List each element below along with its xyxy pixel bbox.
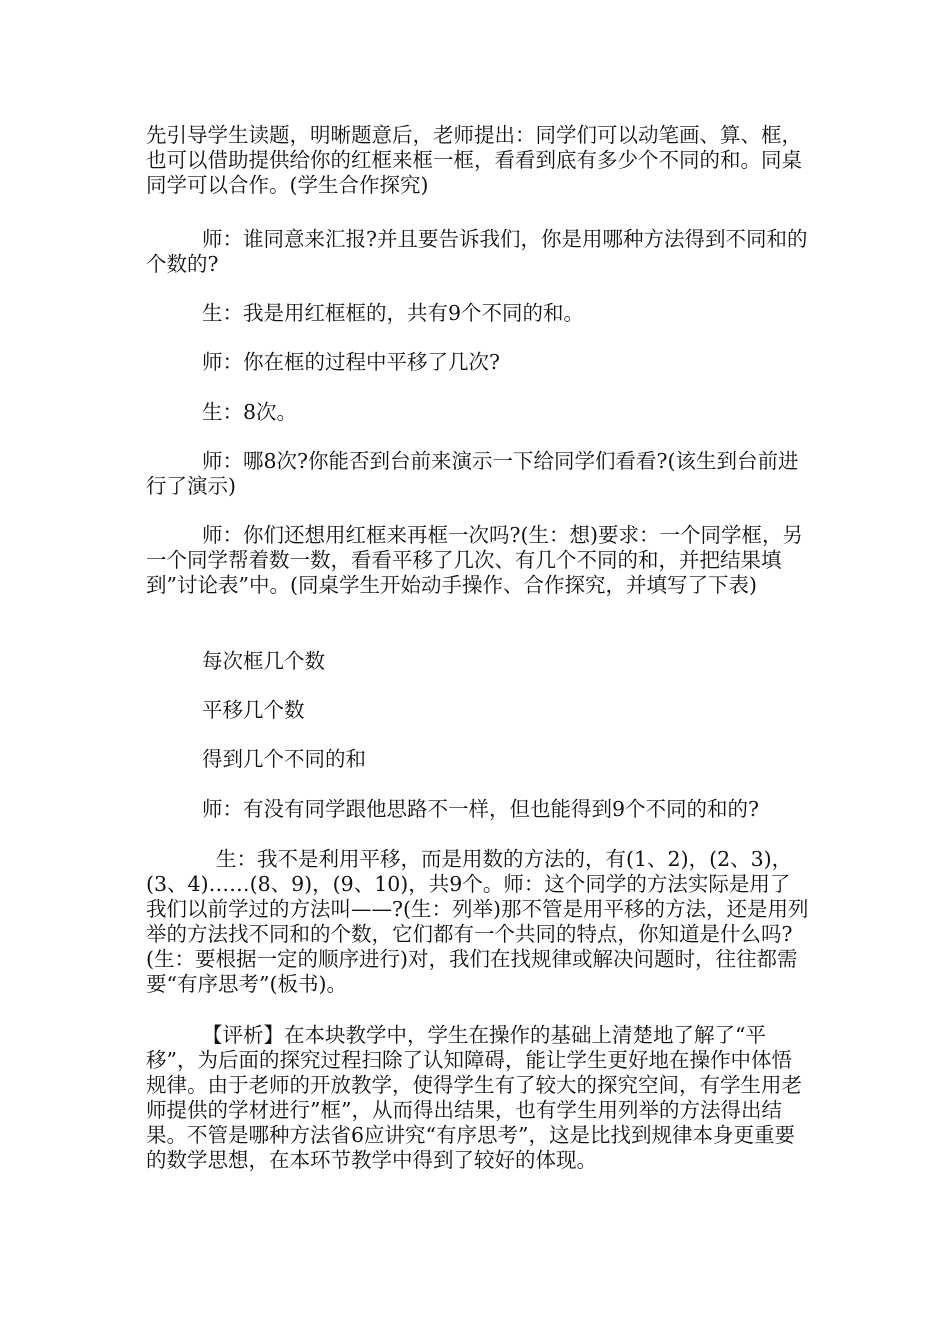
paragraph-student-red-frame: 生：我是用红框框的，共有9个不同的和。 [202, 301, 585, 325]
paragraph-intro: 先引导学生读题，明晰题意后，老师提出：同学们可以动笔画、算、框，也可以借助提供给你的红框来框一框，看看到底有多少个不同的和。同桌同学可以合作。(学生合作探究) [146, 123, 802, 197]
paragraph-teacher-other-ideas: 师：有没有同学跟他思路不一样，但也能得到9个不同的和的? [202, 797, 760, 821]
paragraph-teacher-demo: 师：哪8次?你能否到台前来演示一下给同学们看看?(该生到台前进行了演示) [146, 449, 799, 498]
paragraph-teacher-task: 师：你们还想用红框来再框一次吗?(生：想)要求：一个同学框，另一个同学帮着数一数，看看平移了几次、有几个不同的和，并把结果填到”讨论表”中。(同桌学生开始动手操作、合作探究，并填写了下表) [146, 523, 803, 597]
paragraph-teacher-report: 师：谁同意来汇报?并且要告诉我们，你是用哪种方法得到不同和的个数的? [146, 227, 808, 276]
paragraph-student-eight: 生：8次。 [202, 400, 298, 424]
table-row-label-sum-count: 得到几个不同的和 [202, 747, 366, 771]
paragraph-commentary: 【评析】在本块教学中，学生在操作的基础上清楚地了解了“平移”，为后面的探究过程扫除了认知障碍，能让学生更好地在操作中体悟规律。由于老师的开放教学，使得学生有了较大的探究空间，有学生用老师提供的学材进行”框”，从而得出结果，也有学生用列举的方法得出结果。不管是哪种方法省6应讲究“有序思考”，这是比找到规律本身更重要的数学思想，在本环节教学中得到了较好的体现。 [146, 1023, 802, 1172]
table-row-label-frame-count: 每次框几个数 [202, 649, 325, 673]
paragraph-student-listing: 生：我不是利用平移，而是用数的方法的，有(1、2)，(2、3)，(3、4)……(8、9)，(9、10)，共9个。师：这个同学的方法实际是用了我们以前学过的方法叫——?(生：列举)那不管是用平移的方法，还是用列举的方法找不同和的个数，它们都有一个共同的特点，你知道是什么吗?(生：要根据一定的顺序进行)对，我们在找规律或解决问题时，往往都需要“有序思考”(板书)。 [146, 847, 809, 996]
table-row-label-move-count: 平移几个数 [202, 698, 305, 722]
paragraph-teacher-move-count: 师：你在框的过程中平移了几次? [202, 350, 500, 374]
